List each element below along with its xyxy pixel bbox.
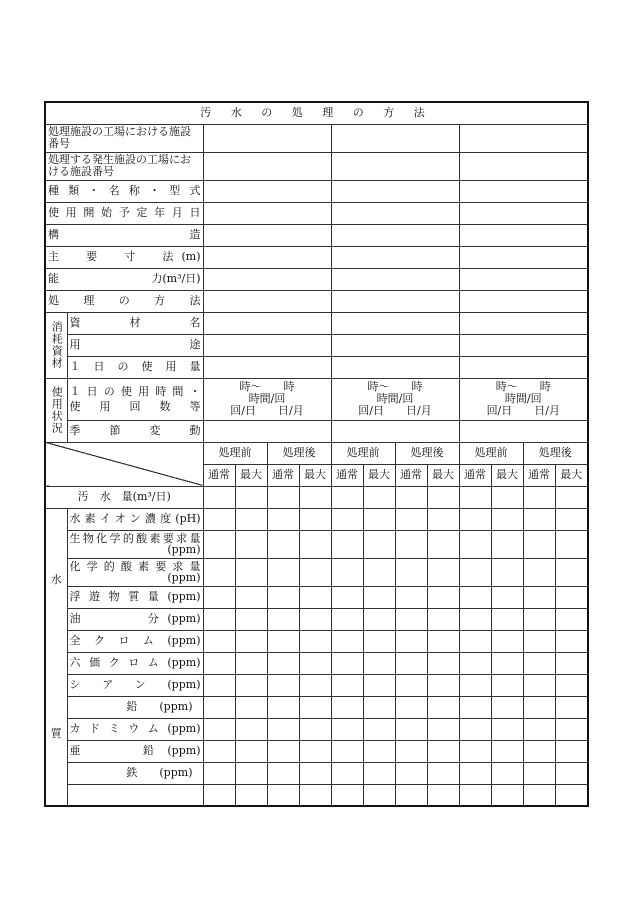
input-type-1[interactable] xyxy=(203,180,331,202)
input-structure-2[interactable] xyxy=(331,224,459,246)
cell[interactable] xyxy=(555,718,588,740)
input-seasonal-3[interactable] xyxy=(459,420,588,442)
cell[interactable] xyxy=(459,784,491,806)
label-structure-a: 構 xyxy=(48,228,59,241)
cell[interactable] xyxy=(299,630,331,652)
cell[interactable] xyxy=(331,630,363,652)
cell[interactable] xyxy=(363,630,395,652)
subheader-normal: 通常 xyxy=(395,464,427,486)
cell[interactable] xyxy=(555,696,588,718)
cell[interactable] xyxy=(523,718,555,740)
input-structure-3[interactable] xyxy=(459,224,588,246)
cell[interactable] xyxy=(459,696,491,718)
cell[interactable] xyxy=(331,586,363,608)
hours-per-run: 時間/回 xyxy=(248,392,286,405)
cell[interactable] xyxy=(555,652,588,674)
cell[interactable] xyxy=(363,674,395,696)
cell[interactable] xyxy=(491,586,523,608)
label-type-name-model: 種類・名称・型式 xyxy=(45,180,203,202)
cell[interactable] xyxy=(395,608,427,630)
input-dimensions-3[interactable] xyxy=(459,246,588,268)
cell[interactable] xyxy=(523,530,555,558)
cell[interactable] xyxy=(299,718,331,740)
cell[interactable] xyxy=(267,630,299,652)
cell[interactable] xyxy=(363,740,395,762)
cell[interactable] xyxy=(299,558,331,586)
label-capacity-a: 能 xyxy=(48,272,59,285)
cell[interactable] xyxy=(363,608,395,630)
cell[interactable] xyxy=(523,508,555,530)
cell[interactable] xyxy=(203,674,235,696)
label-capacity-b: 力(m³/日) xyxy=(151,272,201,285)
subheader-normal: 通常 xyxy=(523,464,555,486)
cell[interactable] xyxy=(363,558,395,586)
label-water-quality-group xyxy=(45,508,67,806)
cell[interactable] xyxy=(427,530,459,558)
cell[interactable] xyxy=(491,740,523,762)
cell[interactable] xyxy=(203,630,235,652)
cell[interactable] xyxy=(331,674,363,696)
subheader-normal: 通常 xyxy=(459,464,491,486)
input-factory-no-1[interactable] xyxy=(203,124,331,152)
cell[interactable] xyxy=(395,652,427,674)
cell[interactable] xyxy=(523,586,555,608)
cell[interactable] xyxy=(363,586,395,608)
cell[interactable] xyxy=(555,508,588,530)
cell[interactable] xyxy=(395,740,427,762)
cell[interactable] xyxy=(459,630,491,652)
cell[interactable] xyxy=(299,762,331,784)
cell[interactable] xyxy=(267,740,299,762)
subheader-max: 最大 xyxy=(555,464,588,486)
time-range: 時〜 時 xyxy=(367,380,423,393)
cell[interactable] xyxy=(523,740,555,762)
input-start-date-2[interactable] xyxy=(331,202,459,224)
input-type-2[interactable] xyxy=(331,180,459,202)
label-bod-name: 生物化学的酸素要求量 xyxy=(69,532,201,545)
input-capacity-3[interactable] xyxy=(459,268,588,290)
cell[interactable] xyxy=(459,508,491,530)
cell[interactable] xyxy=(459,762,491,784)
cell[interactable] xyxy=(203,740,235,762)
cell[interactable] xyxy=(459,674,491,696)
label-suspended-solids: 浮遊物質量(ppm) xyxy=(67,586,203,608)
cell[interactable] xyxy=(235,652,267,674)
cell[interactable] xyxy=(299,508,331,530)
cell[interactable] xyxy=(427,486,459,508)
cell[interactable] xyxy=(235,674,267,696)
cell[interactable] xyxy=(331,652,363,674)
time-range: 時〜 時 xyxy=(495,380,551,393)
cell[interactable] xyxy=(491,630,523,652)
cell[interactable] xyxy=(363,486,395,508)
cell[interactable] xyxy=(395,558,427,586)
cell[interactable] xyxy=(203,784,235,806)
cell[interactable] xyxy=(203,652,235,674)
cell[interactable] xyxy=(555,586,588,608)
label-factory-facility-no: 処理施設の工場における施設番号 xyxy=(45,124,203,152)
cell[interactable] xyxy=(523,696,555,718)
cell[interactable] xyxy=(235,784,267,806)
header-after-3: 処理後 xyxy=(523,442,588,464)
label-hours-line2: 使用回数等 xyxy=(69,399,201,413)
cell[interactable] xyxy=(523,652,555,674)
cell[interactable] xyxy=(203,608,235,630)
cell[interactable] xyxy=(363,696,395,718)
cell[interactable] xyxy=(459,486,491,508)
cell[interactable] xyxy=(203,558,235,586)
hours-per-run: 時間/回 xyxy=(504,392,542,405)
label-usage-status-group: 使用状況 xyxy=(45,378,67,442)
cell[interactable] xyxy=(267,762,299,784)
label-usage: 用 途 xyxy=(67,334,203,356)
cell[interactable] xyxy=(235,762,267,784)
cell[interactable] xyxy=(555,762,588,784)
cell[interactable] xyxy=(363,508,395,530)
cell[interactable] xyxy=(267,696,299,718)
input-material-1[interactable] xyxy=(203,312,331,334)
cell[interactable] xyxy=(395,508,427,530)
cell[interactable] xyxy=(299,586,331,608)
label-bod xyxy=(67,530,203,558)
cell[interactable] xyxy=(235,630,267,652)
cell[interactable] xyxy=(299,530,331,558)
cell[interactable] xyxy=(427,508,459,530)
label-seasonal-variation: 季節変動 xyxy=(67,420,203,442)
cell[interactable] xyxy=(363,762,395,784)
cell[interactable] xyxy=(491,508,523,530)
label-iron: 鉄 (ppm) xyxy=(67,762,203,784)
cell[interactable] xyxy=(299,696,331,718)
header-before-1: 処理前 xyxy=(203,442,267,464)
label-water-top: 水 xyxy=(50,572,62,586)
time-cell-3[interactable] xyxy=(459,378,588,420)
cell[interactable] xyxy=(427,630,459,652)
header-after-2: 処理後 xyxy=(395,442,459,464)
cell[interactable] xyxy=(491,718,523,740)
cell[interactable] xyxy=(427,762,459,784)
cell[interactable] xyxy=(491,652,523,674)
form-title: 汚 水 の 処 理 の 方 法 xyxy=(45,102,588,124)
cell[interactable] xyxy=(331,486,363,508)
label-daily-usage: １日の使用量 xyxy=(67,356,203,378)
cell[interactable] xyxy=(331,608,363,630)
cell[interactable] xyxy=(427,718,459,740)
label-zinc: 亜 鉛(ppm) xyxy=(67,740,203,762)
label-cod xyxy=(67,558,203,586)
subheader-max: 最大 xyxy=(235,464,267,486)
label-wastewater-volume: 汚 水 量(m³/日) xyxy=(45,486,203,508)
time-range: 時〜 時 xyxy=(239,380,295,393)
cell[interactable] xyxy=(555,608,588,630)
subheader-normal: 通常 xyxy=(267,464,299,486)
input-capacity-1[interactable] xyxy=(203,268,331,290)
cell[interactable] xyxy=(395,674,427,696)
input-structure-1[interactable] xyxy=(203,224,331,246)
label-source-facility-no: 処理する発生施設の工場における施設番号 xyxy=(45,152,203,180)
cell[interactable] xyxy=(203,718,235,740)
cell[interactable] xyxy=(203,762,235,784)
cell[interactable] xyxy=(299,784,331,806)
input-source-no-1[interactable] xyxy=(203,152,331,180)
label-capacity xyxy=(45,268,203,290)
label-cod-name: 化学的酸素要求量 xyxy=(69,560,201,573)
runs-per-day-days-per-month: 回/日 日/月 xyxy=(358,404,432,417)
hours-per-run: 時間/回 xyxy=(376,392,414,405)
label-bod-unit: (ppm) xyxy=(167,543,201,556)
cell[interactable] xyxy=(203,486,235,508)
cell[interactable] xyxy=(395,530,427,558)
input-usage-2[interactable] xyxy=(331,334,459,356)
cell[interactable] xyxy=(459,652,491,674)
cell[interactable] xyxy=(555,674,588,696)
input-material-3[interactable] xyxy=(459,312,588,334)
cell[interactable] xyxy=(427,696,459,718)
cell[interactable] xyxy=(235,718,267,740)
cell[interactable] xyxy=(491,486,523,508)
cell[interactable] xyxy=(523,762,555,784)
label-dimensions: 主 要 寸 法(m) xyxy=(45,246,203,268)
header-after-1: 処理後 xyxy=(267,442,331,464)
label-structure-b: 造 xyxy=(189,228,201,241)
label-water-bottom: 質 xyxy=(50,726,62,740)
cell[interactable] xyxy=(203,696,235,718)
input-dimensions-2[interactable] xyxy=(331,246,459,268)
cell[interactable] xyxy=(267,674,299,696)
cell[interactable] xyxy=(331,508,363,530)
label-blank-item[interactable] xyxy=(67,784,203,806)
cell[interactable] xyxy=(203,530,235,558)
cell[interactable] xyxy=(235,486,267,508)
cell[interactable] xyxy=(395,762,427,784)
cell[interactable] xyxy=(363,530,395,558)
cell[interactable] xyxy=(523,784,555,806)
cell[interactable] xyxy=(267,784,299,806)
cell[interactable] xyxy=(395,586,427,608)
wastewater-treatment-form xyxy=(44,101,589,807)
cell[interactable] xyxy=(331,530,363,558)
input-type-3[interactable] xyxy=(459,180,588,202)
cell[interactable] xyxy=(395,718,427,740)
cell[interactable] xyxy=(331,740,363,762)
cell[interactable] xyxy=(427,652,459,674)
cell[interactable] xyxy=(235,558,267,586)
input-start-date-3[interactable] xyxy=(459,202,588,224)
cell[interactable] xyxy=(491,784,523,806)
subheader-max: 最大 xyxy=(427,464,459,486)
cell[interactable] xyxy=(235,508,267,530)
cell[interactable] xyxy=(203,586,235,608)
cell[interactable] xyxy=(299,608,331,630)
input-source-no-3[interactable] xyxy=(459,152,588,180)
input-material-2[interactable] xyxy=(331,312,459,334)
cell[interactable] xyxy=(555,530,588,558)
cell[interactable] xyxy=(267,652,299,674)
label-lead: 鉛 (ppm) xyxy=(67,696,203,718)
cell[interactable] xyxy=(555,740,588,762)
input-factory-no-3[interactable] xyxy=(459,124,588,152)
input-daily-3[interactable] xyxy=(459,356,588,378)
subheader-normal: 通常 xyxy=(331,464,363,486)
input-factory-no-2[interactable] xyxy=(331,124,459,152)
input-daily-1[interactable] xyxy=(203,356,331,378)
input-method-2[interactable] xyxy=(331,290,459,312)
cell[interactable] xyxy=(299,740,331,762)
cell[interactable] xyxy=(459,608,491,630)
cell[interactable] xyxy=(555,630,588,652)
cell[interactable] xyxy=(491,558,523,586)
label-ph: 水素イオン濃度(pH) xyxy=(67,508,203,530)
cell[interactable] xyxy=(427,586,459,608)
cell[interactable] xyxy=(363,652,395,674)
cell[interactable] xyxy=(491,674,523,696)
label-total-chromium: 全クロム(ppm) xyxy=(67,630,203,652)
cell[interactable] xyxy=(427,740,459,762)
input-method-3[interactable] xyxy=(459,290,588,312)
subheader-max: 最大 xyxy=(491,464,523,486)
cell[interactable] xyxy=(267,530,299,558)
cell[interactable] xyxy=(331,762,363,784)
cell[interactable] xyxy=(427,784,459,806)
cell[interactable] xyxy=(555,784,588,806)
subheader-max: 最大 xyxy=(299,464,331,486)
cell[interactable] xyxy=(331,558,363,586)
input-usage-1[interactable] xyxy=(203,334,331,356)
cell[interactable] xyxy=(331,784,363,806)
cell[interactable] xyxy=(523,608,555,630)
input-usage-3[interactable] xyxy=(459,334,588,356)
label-structure xyxy=(45,224,203,246)
cell[interactable] xyxy=(395,486,427,508)
cell[interactable] xyxy=(491,530,523,558)
input-daily-2[interactable] xyxy=(331,356,459,378)
cell[interactable] xyxy=(267,486,299,508)
cell[interactable] xyxy=(267,608,299,630)
cell[interactable] xyxy=(363,784,395,806)
diagonal-header-cell xyxy=(45,442,203,486)
cell[interactable] xyxy=(427,674,459,696)
input-seasonal-1[interactable] xyxy=(203,420,331,442)
label-cyanide: シアン(ppm) xyxy=(67,674,203,696)
cell[interactable] xyxy=(299,652,331,674)
cell[interactable] xyxy=(235,740,267,762)
label-start-date: 使用開始予定年月日 xyxy=(45,202,203,224)
subheader-normal: 通常 xyxy=(203,464,235,486)
cell[interactable] xyxy=(331,718,363,740)
cell[interactable] xyxy=(267,508,299,530)
label-oil: 油 分(ppm) xyxy=(67,608,203,630)
input-method-1[interactable] xyxy=(203,290,331,312)
cell[interactable] xyxy=(235,696,267,718)
cell[interactable] xyxy=(459,586,491,608)
cell[interactable] xyxy=(491,696,523,718)
cell[interactable] xyxy=(235,608,267,630)
cell[interactable] xyxy=(459,740,491,762)
label-hexavalent-chromium: 六価クロム(ppm) xyxy=(67,652,203,674)
cell[interactable] xyxy=(427,608,459,630)
cell[interactable] xyxy=(267,718,299,740)
cell[interactable] xyxy=(267,586,299,608)
cell[interactable] xyxy=(523,558,555,586)
label-material-name: 資 材 名 xyxy=(67,312,203,334)
cell[interactable] xyxy=(235,586,267,608)
input-dimensions-1[interactable] xyxy=(203,246,331,268)
label-hours-and-count xyxy=(67,378,203,420)
cell[interactable] xyxy=(427,558,459,586)
cell[interactable] xyxy=(203,508,235,530)
cell[interactable] xyxy=(395,784,427,806)
cell[interactable] xyxy=(299,674,331,696)
cell[interactable] xyxy=(459,718,491,740)
subheader-max: 最大 xyxy=(363,464,395,486)
runs-per-day-days-per-month: 回/日 日/月 xyxy=(230,404,304,417)
time-cell-2[interactable] xyxy=(331,378,459,420)
cell[interactable] xyxy=(235,530,267,558)
runs-per-day-days-per-month: 回/日 日/月 xyxy=(486,404,560,417)
label-consumables-group: 消耗資材 xyxy=(45,312,67,378)
cell[interactable] xyxy=(523,486,555,508)
cell[interactable] xyxy=(395,630,427,652)
input-start-date-1[interactable] xyxy=(203,202,331,224)
cell[interactable] xyxy=(491,762,523,784)
label-treatment-method: 処 理 の 方 法 xyxy=(45,290,203,312)
label-cadmium: カドミウム(ppm) xyxy=(67,718,203,740)
cell[interactable] xyxy=(395,696,427,718)
cell[interactable] xyxy=(363,718,395,740)
cell[interactable] xyxy=(555,558,588,586)
cell[interactable] xyxy=(523,630,555,652)
cell[interactable] xyxy=(459,530,491,558)
cell[interactable] xyxy=(491,608,523,630)
cell[interactable] xyxy=(555,486,588,508)
cell[interactable] xyxy=(299,486,331,508)
input-seasonal-2[interactable] xyxy=(331,420,459,442)
input-capacity-2[interactable] xyxy=(331,268,459,290)
input-source-no-2[interactable] xyxy=(331,152,459,180)
cell[interactable] xyxy=(523,674,555,696)
time-cell-1[interactable] xyxy=(203,378,331,420)
label-cod-unit: (ppm) xyxy=(167,571,201,584)
label-hours-line1: １日の使用時間・ xyxy=(69,384,201,398)
cell[interactable] xyxy=(459,558,491,586)
header-before-3: 処理前 xyxy=(459,442,523,464)
cell[interactable] xyxy=(331,696,363,718)
header-before-2: 処理前 xyxy=(331,442,395,464)
cell[interactable] xyxy=(267,558,299,586)
